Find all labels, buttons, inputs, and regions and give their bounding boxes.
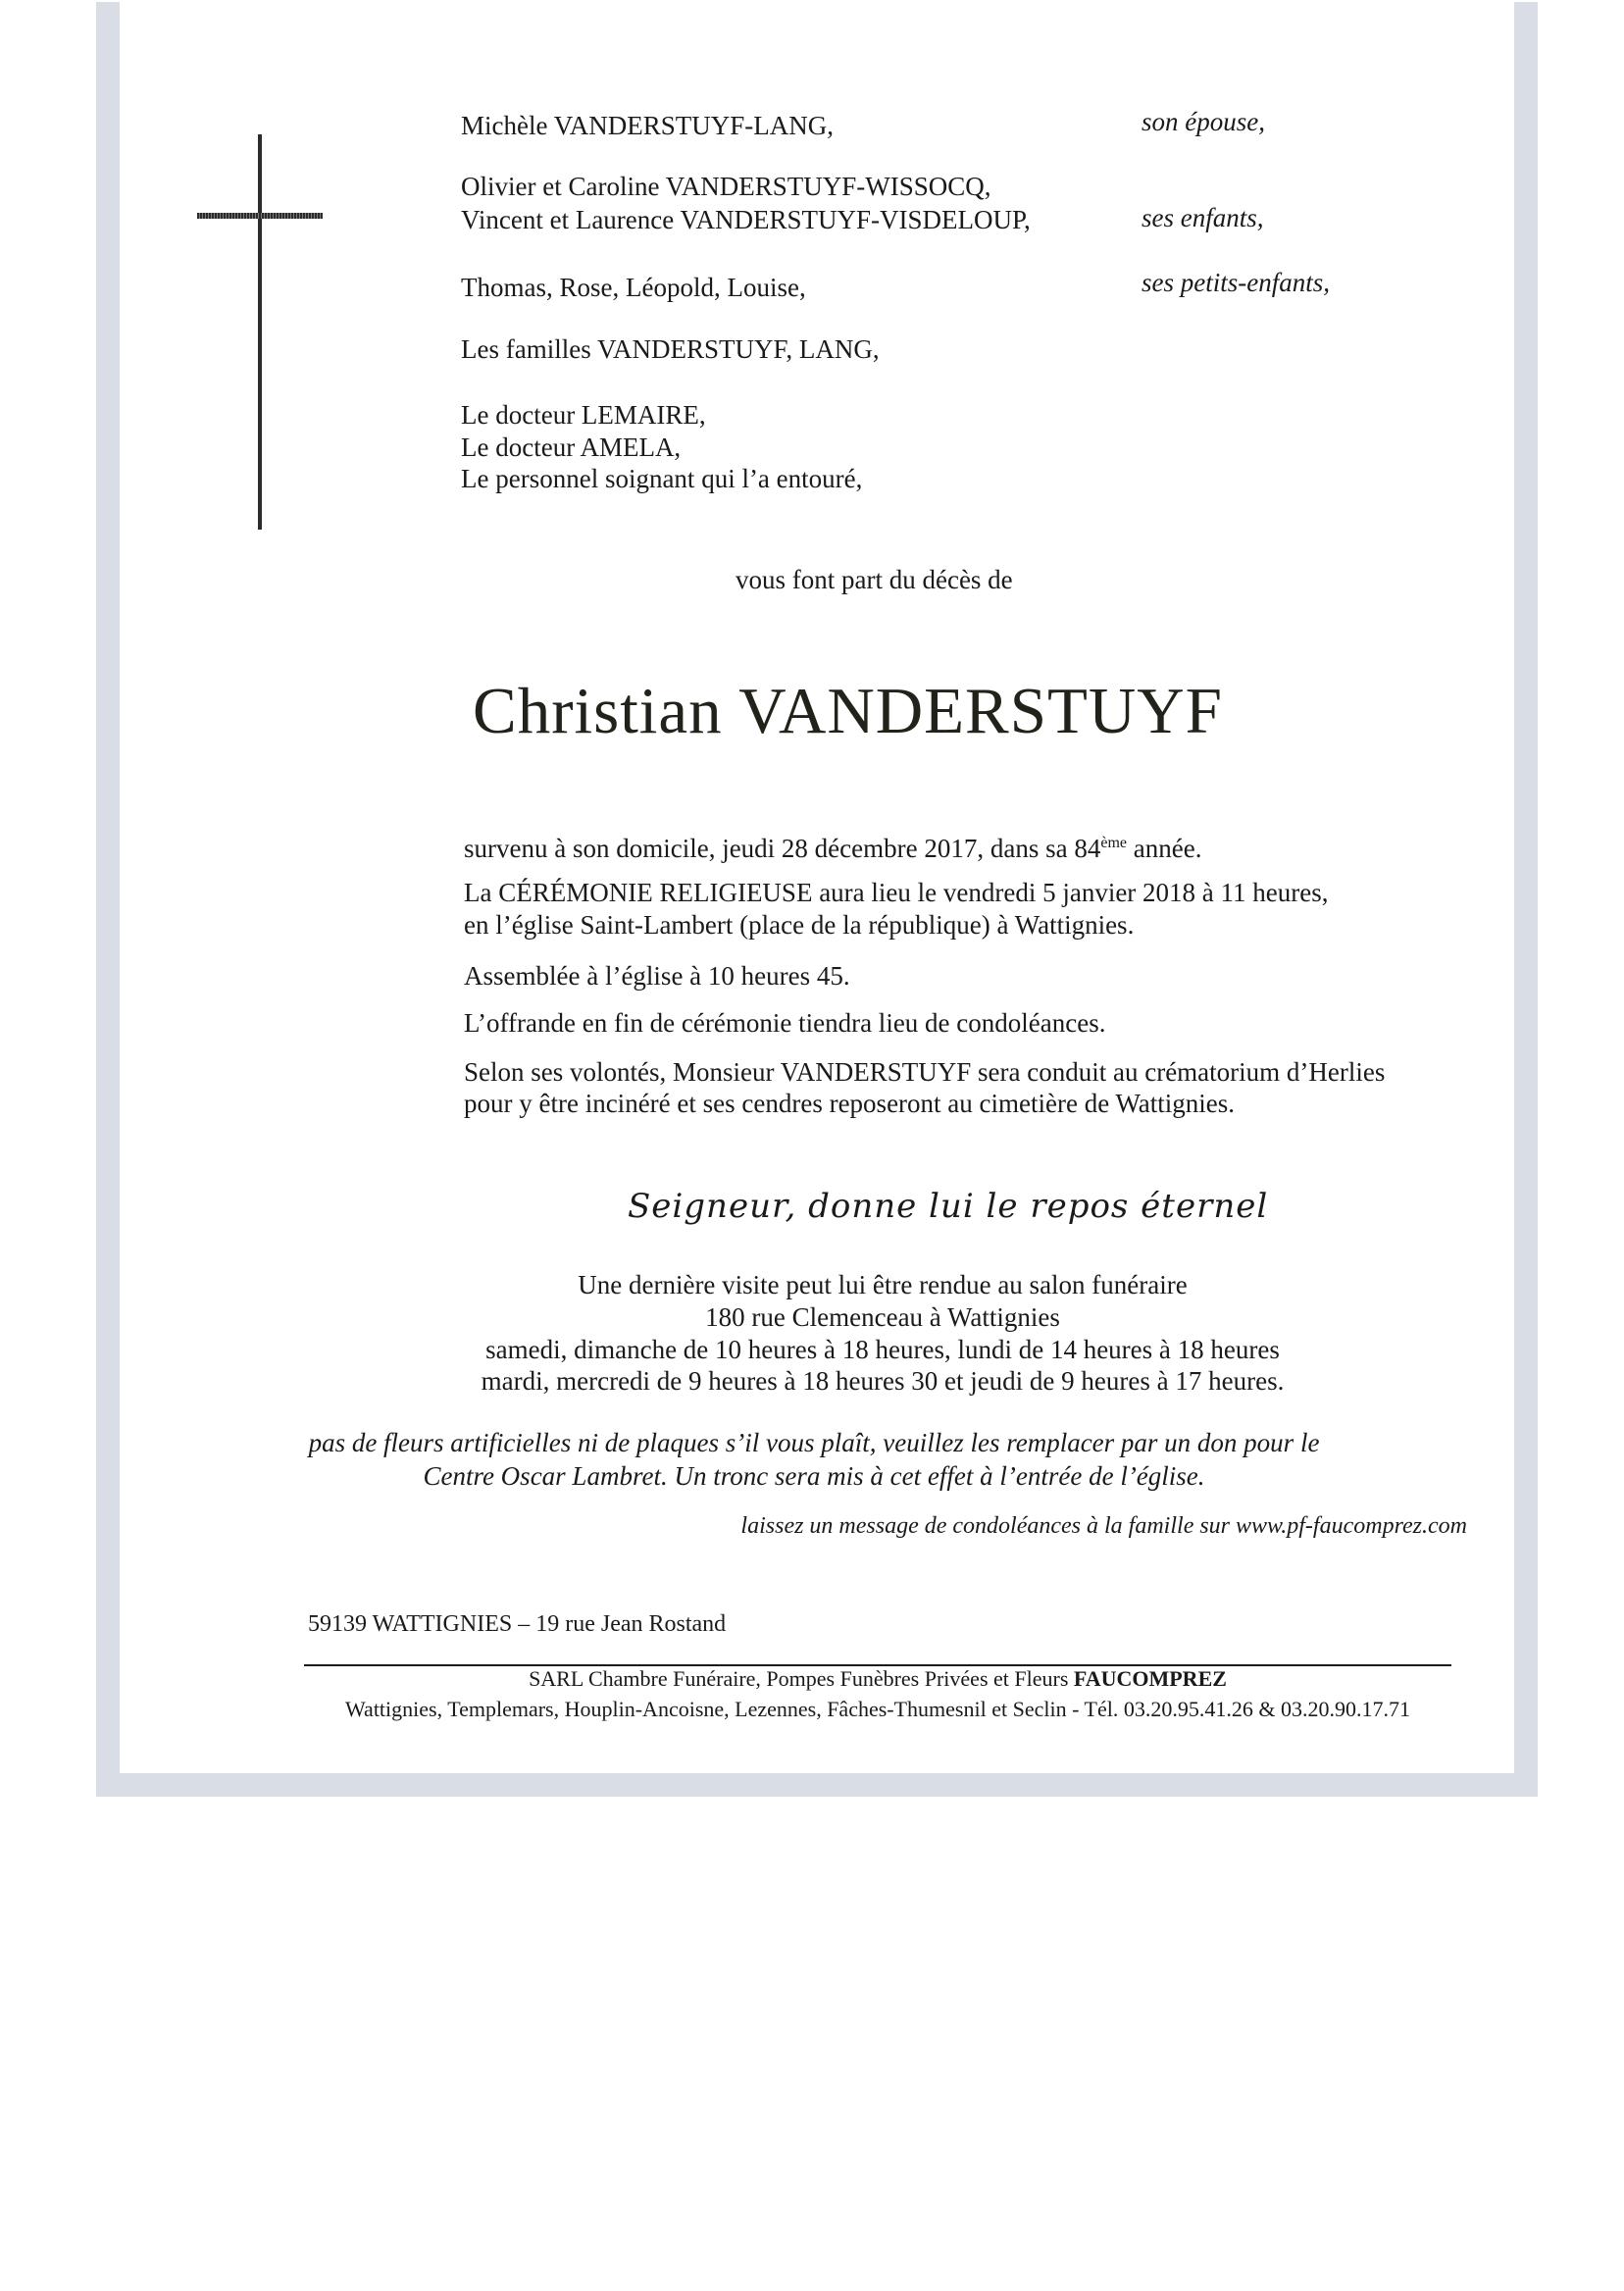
children-line-2: Vincent et Laurence VANDERSTUYF-VISDELOUP,: [461, 205, 1031, 234]
spouse-role: son épouse,: [1142, 107, 1265, 136]
prayer-line: Seigneur, donne lui le repos éternel: [628, 1187, 1269, 1226]
cross-icon: [258, 134, 262, 530]
doctor-line-1: Le docteur LEMAIRE,: [461, 400, 706, 430]
assembly-line: Assemblée à l’église à 10 heures 45.: [464, 961, 850, 991]
doctor-line-2: Le docteur AMELA,: [461, 433, 682, 462]
spouse-name: Michèle VANDERSTUYF-LANG,: [461, 111, 834, 140]
children-line-1: Olivier et Caroline VANDERSTUYF-WISSOCQ,: [461, 172, 991, 201]
announce-line: vous font part du décès de: [736, 565, 1013, 594]
death-line-text: survenu à son domicile, jeudi 28 décembre 2017, dans sa 84: [464, 834, 1101, 863]
cross-icon-bar: [197, 213, 323, 219]
offering-line: L’offrande en fin de cérémonie tiendra lieu de condoléances.: [464, 1008, 1106, 1038]
flowers-line-2: Centre Oscar Lambret. Un tronc sera mis à cet effet à l’entrée de l’église.: [423, 1461, 1205, 1491]
ceremony-line-2: en l’église Saint-Lambert (place de la république) à Wattignies.: [464, 910, 1135, 940]
ceremony-line-1: La CÉRÉMONIE RELIGIEUSE aura lieu le vendredi 5 janvier 2018 à 11 heures,: [464, 878, 1329, 907]
visit-line-3: samedi, dimanche de 10 heures à 18 heures, lundi de 14 heures à 18 heures: [485, 1335, 1280, 1364]
death-line-ordinal: ème: [1100, 835, 1128, 851]
condolence-message: laissez un message de condoléances à la famille sur www.pf-faucomprez.com: [740, 1513, 1467, 1539]
footer-company-name: FAUCOMPREZ: [1073, 1666, 1227, 1691]
flowers-line-1: pas de fleurs artificielles ni de plaques s’il vous plaît, veuillez les remplacer par un don pour le: [308, 1428, 1320, 1457]
deceased-name: Christian VANDERSTUYF: [473, 675, 1223, 747]
grandchildren-role: ses petits-enfants,: [1142, 268, 1330, 297]
children-role: ses enfants,: [1142, 203, 1264, 232]
wishes-line-2: pour y être incinéré et ses cendres reposeront au cimetière de Wattignies.: [464, 1089, 1236, 1118]
visit-line-1: Une dernière visite peut lui être rendue au salon funéraire: [578, 1270, 1188, 1299]
wishes-line-1: Selon ses volontés, Monsieur VANDERSTUYF sera conduit au crématorium d’Herlies: [464, 1057, 1386, 1087]
footer-company-text: SARL Chambre Funéraire, Pompes Funèbres Privées et Fleurs: [529, 1666, 1074, 1691]
footer-company: [304, 1664, 1451, 1694]
visit-line-2: 180 rue Clemenceau à Wattignies: [705, 1302, 1060, 1332]
death-line-end: année.: [1127, 834, 1202, 863]
footer-locations: Wattignies, Templemars, Houplin-Ancoisne, Lezennes, Fâches-Thumesnil et Seclin - Tél. 03.20.95.41.26 & 03.20.90.17.71: [345, 1697, 1410, 1721]
death-line: [464, 826, 1201, 866]
visit-line-4: mardi, mercredi de 9 heures à 18 heures 30 et jeudi de 9 heures à 17 heures.: [481, 1366, 1285, 1396]
families-line: Les familles VANDERSTUYF, LANG,: [461, 334, 880, 364]
staff-line: Le personnel soignant qui l’a entouré,: [461, 464, 863, 493]
address: 59139 WATTIGNIES – 19 rue Jean Rostand: [308, 1611, 727, 1637]
grandchildren: Thomas, Rose, Léopold, Louise,: [461, 273, 806, 302]
